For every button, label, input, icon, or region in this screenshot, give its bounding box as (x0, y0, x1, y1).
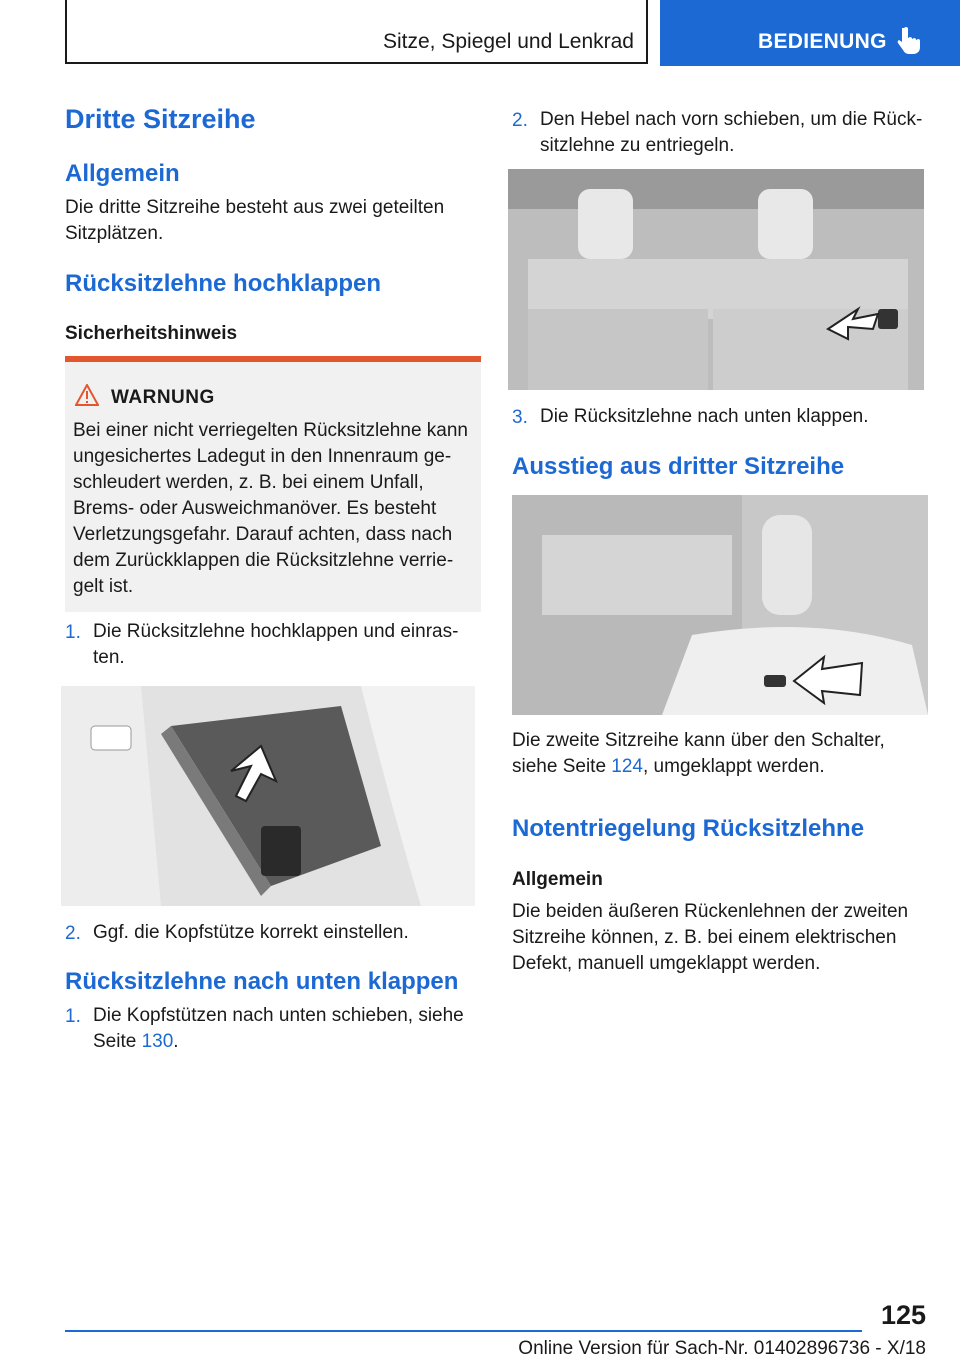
page-link-130[interactable]: 130 (141, 1031, 174, 1052)
text-line: Die Rücksitzlehne hochklappen und einras- (93, 621, 459, 642)
text-line: Sitzplätzen. (65, 223, 164, 244)
step-text (540, 107, 922, 159)
paragraph-notentriegelung (512, 899, 908, 977)
text-fragment: . (173, 1031, 179, 1052)
photo-lever (508, 169, 924, 390)
header-section-title: Sitze, Spiegel und Lenkrad (382, 30, 634, 53)
photo-backrest-up (61, 686, 475, 906)
heading-notentriegelung: Notentriegelung Rücksitzlehne (512, 815, 865, 842)
step-number: 2. (512, 110, 528, 131)
header-tab-bedienung[interactable] (660, 0, 960, 66)
text-line: Den Hebel nach vorn schieben, um die Rück- (540, 109, 923, 130)
text-line: Die dritte Sitzreihe besteht aus zwei geteilten (65, 197, 445, 218)
heading-allgemein: Allgemein (65, 160, 180, 187)
text-fragment: , umgeklappt werden. (643, 756, 825, 777)
step-text: Die Rücksitzlehne nach unten klappen. (540, 406, 869, 427)
text-line: Die beiden äußeren Rückenlehnen der zweiten (512, 901, 909, 922)
warning-box (65, 362, 481, 612)
step-number: 1. (65, 1006, 81, 1027)
page-link-124[interactable]: 124 (611, 756, 643, 777)
text-line: Brems- oder Ausweichmanöver. Es besteht (73, 498, 437, 519)
text-line: dem Zurückklappen die Rücksitzlehne verrie- (73, 550, 454, 571)
photo-backrest-up-illustration (61, 686, 475, 906)
text-line: schleudert werden, z. B. bei einem Unfall, (73, 472, 424, 493)
heading-nach-unten-klappen: Rücksitzlehne nach unten klappen (65, 968, 459, 995)
text-line: Verletzungsgefahr. Darauf achten, dass nach (73, 524, 453, 545)
header-frame (65, 0, 648, 64)
text-line: sitzlehne zu entriegeln. (540, 135, 735, 156)
heading-dritte-sitzreihe: Dritte Sitzreihe (65, 104, 256, 134)
step-text (93, 619, 458, 671)
footer-online-version: Online Version für Sach-Nr. 01402896736 - X/18 (518, 1338, 926, 1359)
text-line (512, 754, 885, 780)
photo-lever-illustration (508, 169, 924, 390)
page-number: 125 (880, 1300, 926, 1330)
heading-sicherheitshinweis: Sicherheitshinweis (65, 323, 238, 344)
text-fragment: siehe Seite (512, 756, 612, 777)
paragraph-allgemein (65, 195, 444, 247)
header-tab-label: BEDIENUNG (758, 30, 887, 53)
step-number: 2. (65, 923, 81, 944)
heading-hochklappen: Rücksitzlehne hochklappen (65, 270, 382, 297)
text-line: ten. (93, 647, 125, 668)
text-line: ungesichertes Ladegut in den Innenraum ge- (73, 446, 452, 467)
photo-switch-illustration (512, 495, 928, 715)
step-number: 3. (512, 407, 528, 428)
text-line: Die zweite Sitzreihe kann über den Schalter, (512, 730, 885, 751)
warning-title: WARNUNG (111, 387, 215, 408)
warning-text (73, 418, 478, 600)
text-line: Bei einer nicht verriegelten Rücksitzlehne kann (73, 420, 468, 441)
text-fragment: Seite (93, 1031, 142, 1052)
text-line: Sitzreihe können, z. B. bei einem elektrischen (512, 927, 897, 948)
footer-rule (65, 1330, 862, 1332)
step-text: Ggf. die Kopfstütze korrekt einstellen. (93, 922, 409, 943)
warning-triangle-icon (75, 384, 99, 406)
step-number: 1. (65, 622, 81, 643)
text-line: gelt ist. (73, 576, 134, 597)
photo-switch (512, 495, 928, 715)
text-line (93, 1029, 464, 1055)
text-line: Die Kopfstützen nach unten schieben, siehe (93, 1005, 464, 1026)
step-text (93, 1003, 464, 1055)
heading-allgemein-2: Allgemein (512, 869, 603, 890)
paragraph-ausstieg (512, 728, 885, 780)
pointing-hand-icon (896, 26, 920, 54)
heading-ausstieg: Ausstieg aus dritter Sitzreihe (512, 453, 845, 480)
text-line: Defekt, manuell umgeklappt werden. (512, 953, 821, 974)
